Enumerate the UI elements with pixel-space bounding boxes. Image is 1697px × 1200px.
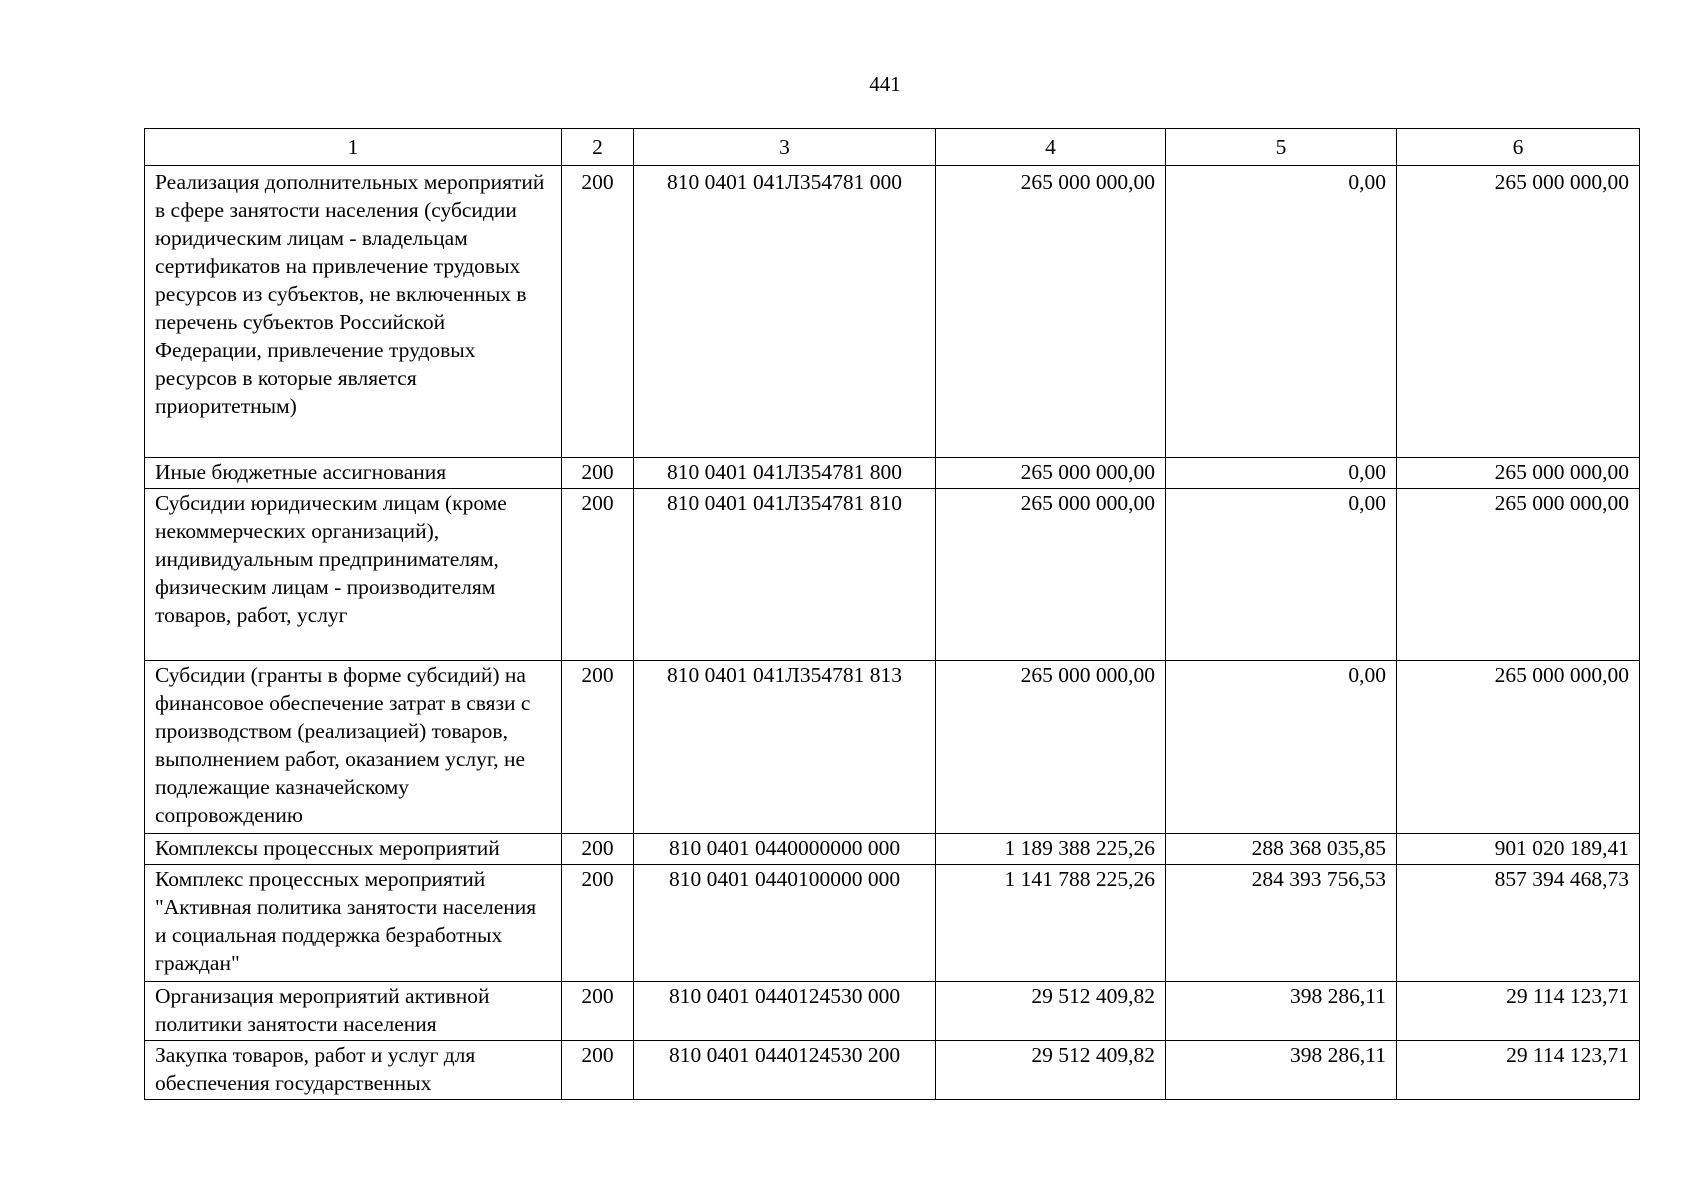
table-row	[145, 834, 1640, 865]
row-classification: 810 0401 041Л354781 000	[634, 166, 936, 458]
header-col-5: 5	[1166, 129, 1397, 166]
row-name: Организация мероприятий активной политики занятости населения	[145, 982, 562, 1041]
table-row	[145, 1041, 1640, 1100]
row-col6-value: 265 000 000,00	[1397, 489, 1640, 661]
row-code: 200	[562, 982, 634, 1041]
row-col5-value: 0,00	[1166, 166, 1397, 458]
header-col-2: 2	[562, 129, 634, 166]
header-col-1: 1	[145, 129, 562, 166]
row-classification: 810 0401 041Л354781 810	[634, 489, 936, 661]
row-col4-value: 265 000 000,00	[936, 166, 1166, 458]
row-code: 200	[562, 1041, 634, 1100]
row-col4-value: 1 189 388 225,26	[936, 834, 1166, 865]
row-col5-value: 284 393 756,53	[1166, 865, 1397, 982]
page-number: 441	[869, 72, 901, 96]
row-classification: 810 0401 0440124530 200	[634, 1041, 936, 1100]
table-row	[145, 166, 1640, 458]
row-name: Субсидии юридическим лицам (кроме некоммерческих организаций), индивидуальным предпринимателям, физическим лицам - производителям товаров, работ, услуг	[145, 489, 562, 661]
row-code: 200	[562, 166, 634, 458]
row-col4-value: 29 512 409,82	[936, 982, 1166, 1041]
table-row	[145, 489, 1640, 661]
row-col6-value: 265 000 000,00	[1397, 458, 1640, 489]
table-row	[145, 865, 1640, 982]
row-name: Субсидии (гранты в форме субсидий) на финансовое обеспечение затрат в связи с производством (реализацией) товаров, выполнением работ, оказанием услуг, не подлежащие казначейскому сопровождению	[145, 661, 562, 834]
header-col-6: 6	[1397, 129, 1640, 166]
row-col4-value: 265 000 000,00	[936, 661, 1166, 834]
row-classification: 810 0401 0440100000 000	[634, 865, 936, 982]
row-name: Комплекс процессных мероприятий "Активная политика занятости населения и социальная поддержка безработных граждан"	[145, 865, 562, 982]
row-col6-value: 265 000 000,00	[1397, 166, 1640, 458]
row-col6-value: 29 114 123,71	[1397, 1041, 1640, 1100]
row-col5-value: 0,00	[1166, 489, 1397, 661]
table-row	[145, 982, 1640, 1041]
row-col4-value: 29 512 409,82	[936, 1041, 1166, 1100]
row-col5-value: 398 286,11	[1166, 982, 1397, 1041]
row-code: 200	[562, 834, 634, 865]
row-name: Реализация дополнительных мероприятий в сфере занятости населения (субсидии юридическим лицам - владельцам сертификатов на привлечение трудовых ресурсов из субъектов, не включенных в перечень субъектов Российской Федерации, привлечение трудовых ресурсов в которые является приоритетным)	[145, 166, 562, 458]
row-col4-value: 265 000 000,00	[936, 458, 1166, 489]
row-col5-value: 288 368 035,85	[1166, 834, 1397, 865]
row-classification: 810 0401 0440000000 000	[634, 834, 936, 865]
budget-table	[144, 128, 1640, 1100]
row-code: 200	[562, 865, 634, 982]
header-col-3: 3	[634, 129, 936, 166]
row-name: Комплексы процессных мероприятий	[145, 834, 562, 865]
row-col6-value: 901 020 189,41	[1397, 834, 1640, 865]
header-col-4: 4	[936, 129, 1166, 166]
row-col5-value: 0,00	[1166, 458, 1397, 489]
row-classification: 810 0401 041Л354781 813	[634, 661, 936, 834]
row-col6-value: 29 114 123,71	[1397, 982, 1640, 1041]
row-col6-value: 265 000 000,00	[1397, 661, 1640, 834]
row-col4-value: 1 141 788 225,26	[936, 865, 1166, 982]
row-code: 200	[562, 458, 634, 489]
row-code: 200	[562, 489, 634, 661]
header-row	[145, 129, 1640, 166]
row-col5-value: 0,00	[1166, 661, 1397, 834]
table-row	[145, 661, 1640, 834]
row-name: Закупка товаров, работ и услуг для обеспечения государственных	[145, 1041, 562, 1100]
row-col5-value: 398 286,11	[1166, 1041, 1397, 1100]
row-name: Иные бюджетные ассигнования	[145, 458, 562, 489]
row-code: 200	[562, 661, 634, 834]
row-classification: 810 0401 0440124530 000	[634, 982, 936, 1041]
row-col4-value: 265 000 000,00	[936, 489, 1166, 661]
row-classification: 810 0401 041Л354781 800	[634, 458, 936, 489]
row-col6-value: 857 394 468,73	[1397, 865, 1640, 982]
table-row	[145, 458, 1640, 489]
